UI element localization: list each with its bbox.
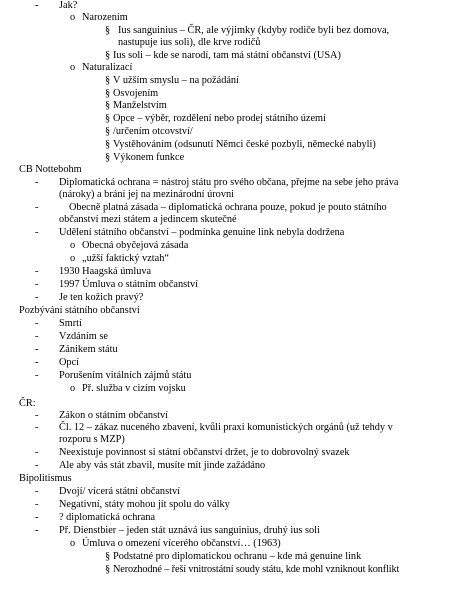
text-line: Ius soli – kde se narodí, tam má státní občanství (USA) — [113, 50, 341, 61]
text-line: Osvojením — [113, 88, 159, 99]
section-bullet: § — [105, 139, 111, 150]
text-line: rozporu s MZP) — [59, 434, 125, 445]
dash-bullet: - — [35, 512, 39, 523]
section-bullet: § — [105, 113, 111, 124]
section-bullet: § — [105, 100, 111, 111]
text-line: Neexistuje povinnost si státní občanství držet, je to dobrovolný svazek — [59, 447, 350, 458]
dash-bullet: - — [35, 0, 39, 11]
section-bullet: § — [105, 75, 111, 86]
circle-bullet: o — [70, 538, 76, 549]
text-line: (nároky) a brání jej na mezinárodní úrovni — [59, 189, 234, 200]
section-heading: ČR: — [19, 398, 36, 409]
dash-bullet: - — [35, 410, 39, 421]
section-bullet: § — [105, 25, 111, 36]
dash-bullet: - — [35, 227, 39, 238]
circle-bullet: o — [70, 383, 76, 394]
dash-bullet: - — [35, 202, 39, 213]
text-line: Obecná obyčejová zásada — [82, 240, 189, 251]
text-line: občanství mezi státem a jedincem skutečné — [59, 214, 237, 225]
text-line: Př. služba v cizím vojsku — [82, 383, 186, 394]
text-line: Podstatné pro diplomatickou ochranu – kde má genuine link — [113, 551, 362, 562]
text-line: Je ten kožich pravý? — [59, 292, 144, 303]
text-line: Zánikem státu — [59, 344, 118, 355]
section-heading: Bipolitismus — [19, 473, 72, 484]
circle-bullet: o — [70, 62, 76, 73]
text-line: Ale aby vás stát zbavil, musíte mít jinde zažádáno — [59, 460, 266, 471]
text-line: Vystěhováním (odsunutí Němci české pozbyli, německé nabyli) — [113, 139, 376, 150]
text-line: Opcí — [59, 357, 80, 368]
circle-bullet: o — [70, 240, 76, 251]
text-line: Čl. 12 – zákaz nuceného zbavení, kvůli praxi komunistických orgánů (už tehdy v — [59, 422, 393, 433]
text-line: „užší faktický vztah“ — [82, 253, 169, 264]
text-line: Př. Dienstbier – jeden stát uznává ius sanguinius, druhý ius soli — [59, 525, 320, 536]
text-line: Manželstvím — [113, 100, 167, 111]
dash-bullet: - — [35, 370, 39, 381]
dash-bullet: - — [35, 486, 39, 497]
text-line: 1930 Haagská úmluva — [59, 266, 152, 277]
text-line: Úmluva o omezení vícerého občanství… (1963) — [82, 538, 281, 549]
dash-bullet: - — [35, 279, 39, 290]
dash-bullet: - — [35, 266, 39, 277]
dash-bullet: - — [35, 318, 39, 329]
text-line: V užším smyslu – na požádání — [113, 75, 239, 86]
dash-bullet: - — [35, 357, 39, 368]
text-line: Obecně platná zásada – diplomatická ochrana pouze, pokud je pouto státního — [69, 202, 387, 213]
dash-bullet: - — [35, 422, 39, 433]
text-line: Negativní, státy mohou jít spolu do války — [59, 499, 230, 510]
text-line: Jak? — [59, 0, 78, 11]
section-bullet: § — [105, 564, 111, 575]
section-bullet: § — [105, 551, 111, 562]
dash-bullet: - — [35, 460, 39, 471]
text-line: Opce – výběr, rozdělení nebo prodej státního území — [113, 113, 326, 124]
dash-bullet: - — [35, 292, 39, 303]
text-line: nastupuje ius soli), dle krve rodičů — [118, 37, 261, 48]
section-bullet: § — [105, 50, 111, 61]
text-line: Porušením vitálních zájmů státu — [59, 370, 192, 381]
text-line: ? diplomatická ochrana — [59, 512, 156, 523]
text-line: Nerozhodné – řeší vnitrostátní soudy státu, kde mohl vzniknout konflikt — [113, 564, 400, 575]
text-line: Udělení státního občanství – podmínka genuine link nebyla dodržena — [59, 227, 345, 238]
text-line: Narozením — [82, 12, 128, 23]
text-line: Zákon o státním občanství — [59, 410, 168, 421]
text-line: Dvojí/ vícerá státní občanství — [59, 486, 180, 497]
circle-bullet: o — [70, 253, 76, 264]
text-line: Výkonem funkce — [113, 152, 185, 163]
dash-bullet: - — [35, 331, 39, 342]
circle-bullet: o — [70, 12, 76, 23]
dash-bullet: - — [35, 177, 39, 188]
text-line: Ius sanguinius – ČR, ale výjimky (kdyby rodiče byli bez domova, — [118, 25, 390, 36]
text-line: 1997 Úmluva o státním občanství — [59, 279, 198, 290]
section-bullet: § — [105, 88, 111, 99]
section-heading: Pozbývání státního občanství — [19, 305, 140, 316]
section-heading: CB Nottebohm — [19, 164, 82, 175]
dash-bullet: - — [35, 499, 39, 510]
section-bullet: § — [105, 152, 111, 163]
text-line: Diplomatická ochrana = nástroj státu pro svého občana, přejme na sebe jeho práva — [59, 177, 399, 188]
text-line: Smrtí — [59, 318, 82, 329]
text-line: Vzdáním se — [59, 331, 108, 342]
dash-bullet: - — [35, 447, 39, 458]
text-line: /určením otcovství/ — [113, 126, 193, 137]
dash-bullet: - — [35, 344, 39, 355]
text-line: Naturalizací — [82, 62, 133, 73]
dash-bullet: - — [35, 525, 39, 536]
section-bullet: § — [105, 126, 111, 137]
